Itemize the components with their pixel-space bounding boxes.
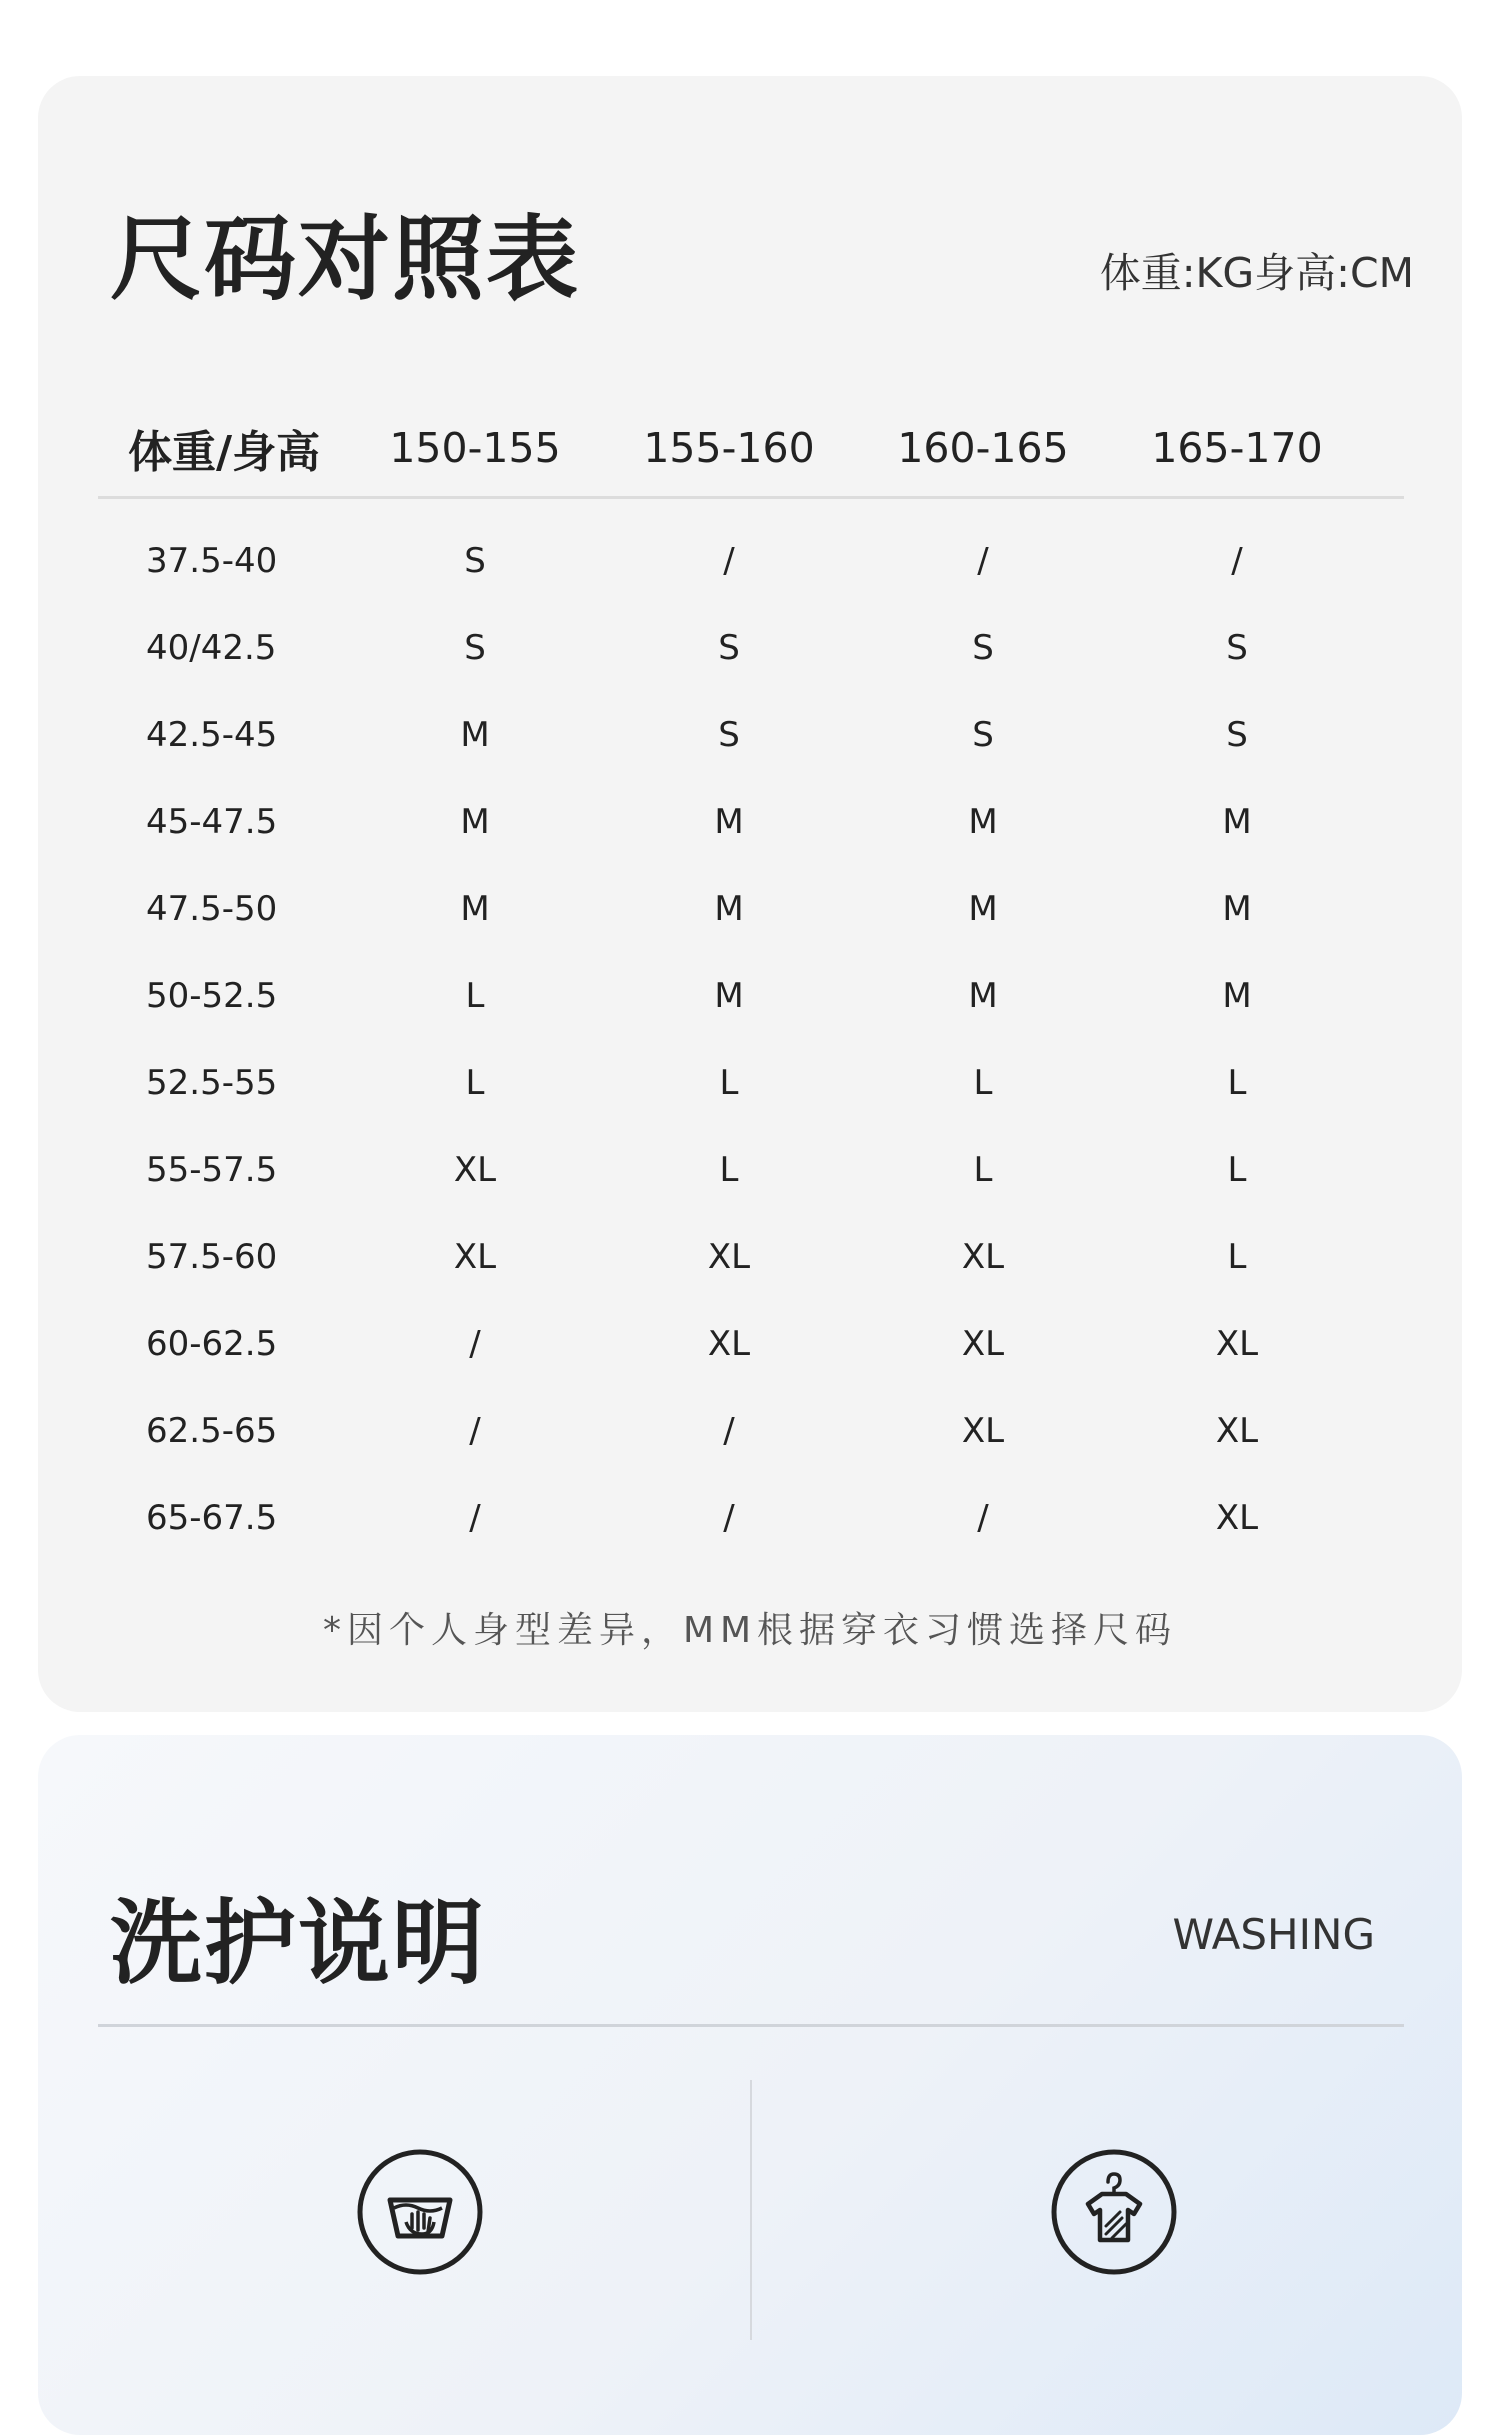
size-cell: S [972,627,994,668]
table-body [98,517,1404,1561]
hang-dry-icon [1050,2148,1178,2276]
size-chart-title: 尺码对照表 [110,206,581,313]
unit-label: 体重:KG身高:CM [1099,249,1414,297]
size-cell: M [460,801,490,842]
weight-cell: 40/42.5 [146,627,277,668]
table-row [98,604,1404,691]
size-cell: / [469,1410,481,1451]
header-cell: 155-160 [643,424,815,472]
table-row [98,1300,1404,1387]
size-cell: XL [453,1149,497,1190]
weight-cell: 47.5-50 [146,888,278,929]
table-header [98,400,1404,496]
size-cell: S [718,627,740,668]
table-row [98,1474,1404,1561]
size-cell: S [464,540,486,581]
washing-divider [98,2024,1404,2027]
table-row [98,952,1404,1039]
table-row [98,517,1404,604]
weight-cell: 45-47.5 [146,801,278,842]
header-cell: 160-165 [897,424,1069,472]
size-cell: XL [1215,1410,1259,1451]
header-cell: 体重/身高 [128,427,321,478]
weight-cell: 50-52.5 [146,975,278,1016]
size-cell: XL [1215,1497,1259,1538]
table-row [98,1213,1404,1300]
size-cell: XL [1215,1323,1259,1364]
weight-cell: 55-57.5 [146,1149,278,1190]
weight-cell: 42.5-45 [146,714,278,755]
size-cell: XL [961,1410,1005,1451]
size-cell: M [968,888,998,929]
hand-wash-icon [356,2148,484,2276]
header-cell: 165-170 [1151,424,1323,472]
size-cell: L [1227,1236,1247,1277]
size-cell: M [714,975,744,1016]
washing-title: 洗护说明 [110,1890,487,1997]
size-cell: XL [961,1323,1005,1364]
size-cell: S [464,627,486,668]
size-cell: / [977,540,989,581]
size-cell: L [973,1149,993,1190]
size-cell: / [469,1323,481,1364]
header-divider [98,496,1404,499]
table-row [98,1387,1404,1474]
size-cell: / [977,1497,989,1538]
size-cell: S [1226,714,1248,755]
size-cell: L [719,1062,739,1103]
weight-cell: 52.5-55 [146,1062,278,1103]
size-note: *因个人身型差异，MM根据穿衣习惯选择尺码 [322,1610,1178,1651]
size-cell: M [968,801,998,842]
table-row [98,865,1404,952]
size-cell: L [465,1062,485,1103]
size-cell: L [465,975,485,1016]
size-cell: XL [453,1236,497,1277]
size-cell: S [718,714,740,755]
size-cell: / [723,1497,735,1538]
size-cell: S [1226,627,1248,668]
column-separator [750,2080,752,2340]
header-cell: 150-155 [389,424,561,472]
size-cell: / [469,1497,481,1538]
size-cell: L [1227,1149,1247,1190]
size-cell: M [968,975,998,1016]
size-cell: M [1222,888,1252,929]
weight-cell: 65-67.5 [146,1497,278,1538]
size-cell: XL [961,1236,1005,1277]
table-row [98,1126,1404,1213]
weight-cell: 37.5-40 [146,540,278,581]
size-cell: / [723,540,735,581]
table-row [98,1039,1404,1126]
size-cell: XL [707,1323,751,1364]
size-cell: M [460,888,490,929]
size-cell: XL [707,1236,751,1277]
size-cell: M [460,714,490,755]
size-cell: L [973,1062,993,1103]
size-cell: L [719,1149,739,1190]
weight-cell: 62.5-65 [146,1410,278,1451]
table-row [98,691,1404,778]
weight-cell: 60-62.5 [146,1323,278,1364]
table-row [98,778,1404,865]
washing-subtitle: WASHING [1172,1910,1375,1959]
size-table [98,400,1404,1561]
size-cell: M [1222,801,1252,842]
size-cell: M [714,888,744,929]
size-cell: M [1222,975,1252,1016]
size-cell: S [972,714,994,755]
size-cell: M [714,801,744,842]
weight-cell: 57.5-60 [146,1236,278,1277]
size-cell: / [723,1410,735,1451]
size-cell: L [1227,1062,1247,1103]
size-cell: / [1231,540,1243,581]
